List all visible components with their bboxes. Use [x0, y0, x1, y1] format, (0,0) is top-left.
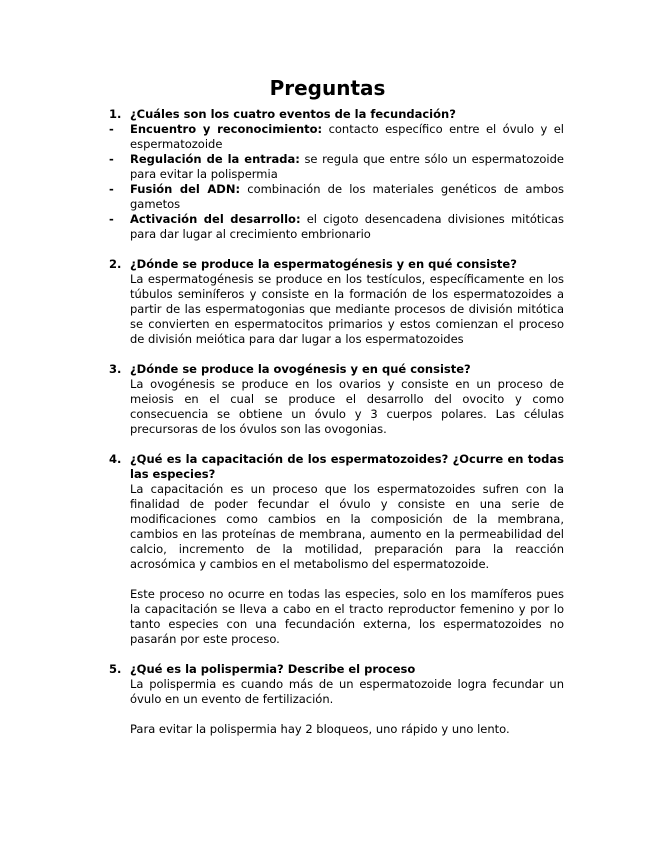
question-1: [109, 107, 564, 122]
question-text: ¿Dónde se produce la espermatogénesis y en qué consiste?: [130, 257, 517, 271]
question-number: 1.: [109, 107, 122, 121]
bullet-text: combinación de los materiales genéticos de ambos gametos: [130, 182, 564, 211]
question-number: 5.: [109, 662, 122, 676]
question-number: 3.: [109, 362, 122, 376]
bullet-item: [109, 182, 564, 212]
question-number: 4.: [109, 452, 122, 466]
bullet-term: Regulación de la entrada:: [130, 152, 300, 166]
page-title: Preguntas: [269, 76, 386, 100]
bullet-text: contacto específico entre el óvulo y el espermatozoide: [130, 122, 564, 151]
spacer: [109, 242, 564, 257]
spacer: [109, 707, 564, 722]
spacer: [109, 572, 564, 587]
answer-paragraph: Este proceso no ocurre en todas las especies, solo en los mamíferos pues la capacitación se lleva a cabo en el tracto reproductor femenino y por lo tanto especies con una fecundación externa, los espermatozoides no pasarán por este proceso.: [130, 587, 564, 646]
questions-list: [109, 107, 564, 737]
bullet-term: Fusión del ADN:: [130, 182, 241, 196]
bullet-marker: -: [109, 212, 114, 226]
question-text: ¿Dónde se produce la ovogénesis y en qué consiste?: [130, 362, 471, 376]
question-text: ¿Cuáles son los cuatro eventos de la fecundación?: [130, 107, 456, 121]
question-5: [109, 662, 564, 677]
question-text: ¿Qué es la polispermia? Describe el proceso: [130, 662, 416, 676]
bullet-item: [109, 122, 564, 152]
question-3: [109, 362, 564, 377]
question-2: [109, 257, 564, 272]
answer-paragraph: La ovogénesis se produce en los ovarios y consiste en un proceso de meiosis en el cual se produce el desarrollo del ovocito y como consecuencia se obtiene un óvulo y 3 cuerpos polares. Las células precursoras de los óvulos son las ovogonias.: [130, 377, 564, 436]
spacer: [109, 647, 564, 662]
bullet-term: Encuentro y reconocimiento:: [130, 122, 323, 136]
answer-paragraph: La espermatogénesis se produce en los testículos, específicamente en los túbulos seminíferos y consiste en la formación de los espermatozoides a partir de las espermatogonias que mediante procesos de división mitótica se convierten en espermatocitos primarios y estos comienzan el proceso de división meiótica para dar lugar a los espermatozoides: [130, 272, 564, 346]
bullet-text: se regula que entre sólo un espermatozoide para evitar la polispermia: [130, 152, 565, 181]
bullet-marker: -: [109, 122, 114, 136]
answer-paragraph: Para evitar la polispermia hay 2 bloqueos, uno rápido y uno lento.: [130, 722, 510, 736]
answer-paragraph: La capacitación es un proceso que los espermatozoides sufren con la finalidad de poder fecundar el óvulo y consiste en una serie de modificaciones como cambios en la composición de la membrana, cambios en las proteínas de membrana, aumento en la permeabilidad del calcio, incremento de la motilidad, preparación para la reacción acrosómica y cambios en el metabolismo del espermatozoide.: [130, 482, 564, 571]
question-number: 2.: [109, 257, 122, 271]
bullet-item: [109, 152, 564, 182]
bullet-text: el cigoto desencadena divisiones mitóticas para dar lugar al crecimiento embrionario: [130, 212, 564, 241]
question-text: ¿Qué es la capacitación de los espermatozoides? ¿Ocurre en todas las especies?: [130, 452, 564, 481]
bullet-item: [109, 212, 564, 242]
spacer: [109, 347, 564, 362]
bullet-marker: -: [109, 182, 114, 196]
spacer: [109, 437, 564, 452]
bullet-term: Activación del desarrollo:: [130, 212, 301, 226]
answer-paragraph: La polispermia es cuando más de un espermatozoide logra fecundar un óvulo en un evento de fertilización.: [130, 677, 564, 706]
bullet-marker: -: [109, 152, 114, 166]
question-4: [109, 452, 564, 482]
